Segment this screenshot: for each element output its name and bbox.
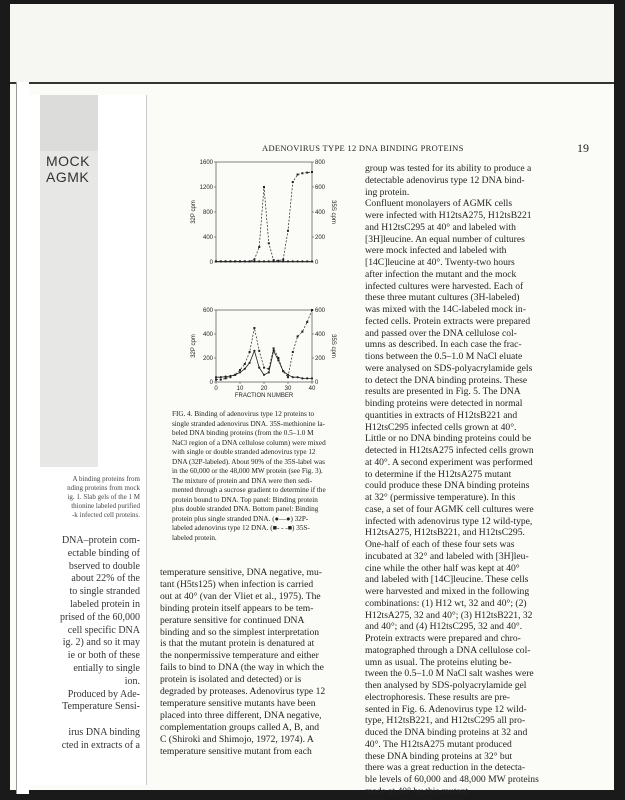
series-32P-point [215,376,217,378]
series-32P-point [301,260,303,262]
caption-line: protein bound to DNA. Top panel: Binding protein [172,495,318,504]
text-line: and passed over the DNA cellulose col- [365,327,517,339]
series-35S-point [311,171,313,173]
text-line: to detect the DNA binding proteins. These [365,374,528,386]
text-line: detectable adenovirus type 12 DNA bind- [365,174,525,186]
series-35S-point [239,369,241,371]
series-35S-point [263,367,265,369]
series-35S-point [273,347,275,349]
text-line: group was tested for its ability to produce a [365,163,532,174]
text-fragment-line: cell specific DNA [67,624,140,636]
series-35S-line [216,310,312,380]
y-tick-label: 1200 [199,185,213,191]
text-line: these DNA binding proteins at 32° but [365,750,513,762]
text-line: umn as usual. The proteins eluting be- [365,656,512,668]
text-line: made at 40° by this mutant. [365,785,471,797]
text-line: degraded by proteases. Adenovirus type 12 [160,686,326,698]
series-35S-point [277,260,279,262]
y2-tick-label: 200 [315,356,326,362]
y2-tick-label: 0 [315,380,319,386]
gel-label: MOCK AGMK [46,153,90,185]
series-35S-point [306,172,308,174]
text-fragment-line: irus DNA binding [68,726,140,738]
figure-caption [172,410,340,543]
text-fragment-line: cted in extracts of a [61,739,140,751]
text-line: H12tsC295 infected cells grown at 40°. [365,421,517,433]
series-32P-point [301,377,303,379]
left-column-text [160,567,342,758]
gel-image [40,151,98,467]
y2-tick-label: 0 [315,260,319,266]
text-line: were infected with H12tsA275, H12tsB221 [365,210,532,221]
series-35S-point [282,259,284,261]
text-line: could produce these DNA binding proteins [365,480,530,492]
y-tick-label: 400 [202,235,213,241]
text-fragment-line: to single stranded [69,586,140,598]
y-axis-label: 32P cpm [191,334,197,358]
series-35S-point [268,368,270,370]
series-32P-point [239,371,241,373]
caption-line: labeled protein. [172,533,217,542]
y2-axis-label: 35S cpm [330,200,336,224]
text-line: were mock infected and labeled with [365,245,507,257]
caption-line: single stranded adenovirus DNA. 35S-methionine la- [172,419,325,428]
text-line: tween the 0.5–1.0 M NaCl salt washes were [365,668,534,680]
text-line: temperature sensitive mutant from each [160,745,312,757]
series-32P-point [263,374,265,376]
caption-line: DNA (32P-labeled). About 90% of the 35S-label was [172,457,325,466]
text-line: and labeled with [14C]leucine. These cells [365,574,529,586]
text-fragment-line: bserved to double [68,560,140,572]
text-fragment-line [28,714,140,727]
caption-line: labeled adenovirus type 12 DNA. (■- - -■) 35S- [172,524,310,532]
text-line: complementation groups called A, B, and [160,721,320,733]
text-line: out at 40° (van der Vliet et al., 1975). The [160,590,321,602]
text-line: at 32° (permissive temperature). In this [365,492,516,503]
caption-fragment-line: -k infected cell proteins. [71,511,140,519]
y2-tick-label: 400 [315,210,326,216]
text-fragment-line: entially to single [73,662,140,674]
x-tick-label: 30 [284,386,292,392]
series-32P-point [311,377,313,379]
series-35S-point [301,331,303,333]
caption-fragment-line: A binding proteins from [72,475,140,483]
series-35S-point [301,172,303,174]
text-line: One-half of each of these four sets was [365,539,515,550]
text-fragment-line: Temperature Sensi- [62,701,140,713]
series-35S-point [277,357,279,359]
series-32P-point [263,260,265,262]
text-line: type, H12tsB221, and H12tsC295 all pro- [365,715,526,727]
y2-tick-label: 600 [315,308,326,314]
text-fragment-line: Produced by Ade- [67,688,140,700]
y-tick-label: 200 [202,356,213,362]
text-line: H12tsA275, 32 and 40°; (3) H12tsB221, 32 [365,609,533,621]
y2-axis-label: 35S cpm [330,334,336,358]
text-line: infected cultures were harvested. Each of [365,280,524,292]
caption-fragment-line: ig. 1. Slab gels of the 1 M [67,493,140,501]
series-35S-point [229,260,231,262]
caption-line: mented through a sucrose gradient to determine if the [172,486,326,494]
text-line: umns as described. In each case the frac- [365,339,522,351]
series-35S-point [258,350,260,352]
series-35S-point [292,181,294,183]
text-line: there was a great reduction in the detecta- [365,762,526,774]
y-tick-label: 0 [209,260,213,266]
series-32P-point [297,260,299,262]
text-line: and H12tsC295 at 40° and labeled with [365,221,516,233]
caption-line: FIG. 4. Binding of adenovirus type 12 proteins to [172,410,315,418]
text-line: H12tsA275, H12tsB221, and H12tsC295. [365,527,525,539]
series-35S-point [220,379,222,381]
plot-frame [216,162,312,262]
series-35S-point [273,259,275,261]
top-panel [191,160,336,266]
text-line: fected cells. Protein extracts were prepared [365,315,531,327]
text-line: perature sensitive for continued DNA [160,614,305,626]
text-line: temperature sensitive, DNA negative, mu- [160,567,322,578]
text-line: were analysed on SDS-polyacrylamide gels [365,362,533,374]
text-line: sented in Fig. 6. Adenovirus type 12 wild- [365,703,527,715]
series-32P-point [282,260,284,262]
text-line: is that the mutant protein is denatured at [160,638,315,650]
series-35S-point [253,259,255,261]
text-line: incubated at 32° and labeled with [3H]leu- [365,550,529,562]
series-35S-point [234,374,236,376]
text-line: duced the DNA binding proteins at 32 and [365,727,528,738]
text-line: tant (H5ts125) when infection is carried [160,578,314,590]
text-line: binding proteins were detected in normal [365,398,523,409]
caption-line: The mixture of protein and DNA were then sedi- [172,476,313,485]
text-line: quantities in extracts of H12tsB221 and [365,409,518,421]
text-line: protein is isolated and detected) or is [160,674,302,686]
left-body-text-fragment [28,535,140,753]
y2-tick-label: 400 [315,332,326,338]
text-line: infected with adenovirus type 12 wild-type, [365,515,533,527]
series-35S-point [234,260,236,262]
series-35S-point [282,370,284,372]
text-fragment-line: prised of the 60,000 [60,611,140,623]
series-35S-point [292,351,294,353]
series-32P-point [297,376,299,378]
series-35S-point [229,376,231,378]
left-figure-caption-fragment [28,475,140,520]
text-line: to determine if the H12tsA275 mutant [365,468,512,480]
text-line: Little or no DNA binding proteins could be [365,433,532,445]
series-35S-point [215,260,217,262]
text-line: and 40°; and (4) H12tsC295, 32 and 40°. [365,621,523,633]
series-32P-point [258,367,260,369]
y2-tick-label: 200 [315,235,326,241]
caption-fragment-line: thionine labeled purified [71,502,140,510]
x-tick-label: 10 [236,386,244,392]
left-page-fragment [28,95,147,785]
text-line: [3H]leucine. An equal number of cultures [365,233,525,245]
series-35S-point [244,260,246,262]
series-35S-point [297,335,299,337]
caption-line: plus double stranded DNA. Bottom panel: Binding [172,505,319,513]
caption-line: beled DNA binding proteins (from the 0.5–1.0 M [172,429,314,437]
text-line: Confluent monolayers of AGMK cells [365,198,513,210]
series-32P-point [249,362,251,364]
text-line: [14C]leucine at 40°. Twenty-two hours [365,257,515,268]
text-line: these three mutant cultures (3H-labeled) [365,292,520,304]
y-tick-label: 400 [202,332,213,338]
text-line: placed into three different, DNA negative, [160,709,322,721]
text-line: cine while the other half was kept at 40° [365,562,520,574]
series-35S-point [215,379,217,381]
series-32P-point [225,376,227,378]
text-line: 40°. The H12tsA275 mutant produced [365,738,512,750]
series-32P-point [244,368,246,370]
text-line: combinations: (1) H12 wt, 32 and 40°; (2) [365,597,527,609]
text-fragment-line: ectable binding of [67,547,140,559]
caption-line: NaCl region of a DNA cellulose column) were mixed [172,438,326,447]
text-line: was mixed with the 14C-labeled mock in- [365,304,526,315]
x-tick-label: 20 [260,386,268,392]
series-32P-point [258,260,260,262]
series-35S-point [225,260,227,262]
figure-4 [190,158,340,408]
series-32P-point [253,350,255,352]
caption-line: with single or double stranded adenovirus type 12 [172,448,316,456]
text-line: case, a set of four AGMK cell cultures were [365,503,534,515]
text-fragment-line: ie or both of these [67,650,140,662]
y-tick-label: 0 [209,380,213,386]
right-column-text [365,163,555,798]
series-32P-point [253,260,255,262]
plot-frame [216,310,312,382]
text-line: binding protein itself appears to be tem- [160,602,314,614]
caption-fragment-line: nding proteins from mock [67,484,140,492]
text-line: fails to bind to DNA (the way in which the [160,662,324,674]
series-35S-point [244,363,246,365]
text-line: electrophoresis. These results are pre- [365,691,511,703]
series-35S-line [216,172,312,261]
series-35S-point [253,327,255,329]
text-line: after infection the mutant and the mock [365,268,517,280]
x-tick-label: 40 [308,386,316,392]
series-32P-point [268,371,270,373]
y-axis-label: 32P cpm [191,200,197,224]
text-line: temperature sensitive mutants have been [160,697,316,709]
text-fragment-line: about 22% of the [71,573,140,585]
series-32P-point [292,376,294,378]
series-35S-point [258,246,260,248]
series-35S-point [287,230,289,232]
series-35S-point [297,174,299,176]
text-line: ing protein. [365,186,410,198]
series-35S-point [249,351,251,353]
series-35S-point [220,260,222,262]
series-32P-point [268,260,270,262]
text-line: at 40°. A second experiment was performed [365,456,533,468]
page-number: 19 [577,141,589,155]
caption-line: in the 60,000 or the 48,000 MW protein (see Fig. 3). [172,467,323,475]
overlay-sheet-top [10,4,614,84]
series-35S-point [306,321,308,323]
text-line: were harvested and mixed in the following [365,586,530,597]
text-line: then analysed by SDS-polyacrylamide gel [365,680,527,691]
series-32P-point [220,376,222,378]
series-32P-point [306,260,308,262]
y2-tick-label: 600 [315,185,326,191]
y2-tick-label: 800 [315,160,326,166]
series-35S-point [239,260,241,262]
text-line: tions between the 0.5–1.0 M NaCl eluate [365,351,523,362]
text-fragment-line: ion. [124,675,140,687]
text-line: ble levels of 60,000 and 48,000 MW proteins [365,774,539,785]
series-35S-point [287,376,289,378]
text-line: matographed through a DNA cellulose col- [365,644,531,656]
series-32P-point [311,260,313,262]
y-tick-label: 1600 [199,160,213,166]
text-fragment-line: ig. 2) and so it may [62,637,140,649]
text-line: the nonpermissive temperature and either [160,650,319,662]
y-tick-label: 800 [202,210,213,216]
series-32P-point [306,377,308,379]
caption-line: protein plus single stranded DNA. (●—●) 32P- [172,514,309,523]
series-32P-point [292,260,294,262]
bottom-panel [191,308,336,399]
text-line: detected in H12tsA275 infected cells grown [365,445,534,456]
x-tick-label: 0 [214,386,218,392]
series-35S-point [263,186,265,188]
text-line: C (Shiroki and Shimojo, 1972, 1974). A [160,733,314,745]
text-line: results are presented in Fig. 5. The DNA [365,386,521,398]
y-tick-label: 600 [202,308,213,314]
running-title: ADENOVIRUS TYPE 12 DNA BINDING PROTEINS [262,143,464,153]
series-35S-point [225,377,227,379]
series-32P-point [287,260,289,262]
series-35S-point [311,309,313,311]
text-line: binding and so the simplest interpretation [160,626,320,638]
text-line: Protein extracts were prepared and chro- [365,633,521,644]
series-35S-point [268,242,270,244]
x-axis-label: FRACTION NUMBER [234,393,294,399]
series-35S-point [249,260,251,262]
text-fragment-line: DNA–protein com- [61,535,140,546]
text-fragment-line: labeled protein in [70,598,140,610]
gel-label-tab [40,95,98,151]
